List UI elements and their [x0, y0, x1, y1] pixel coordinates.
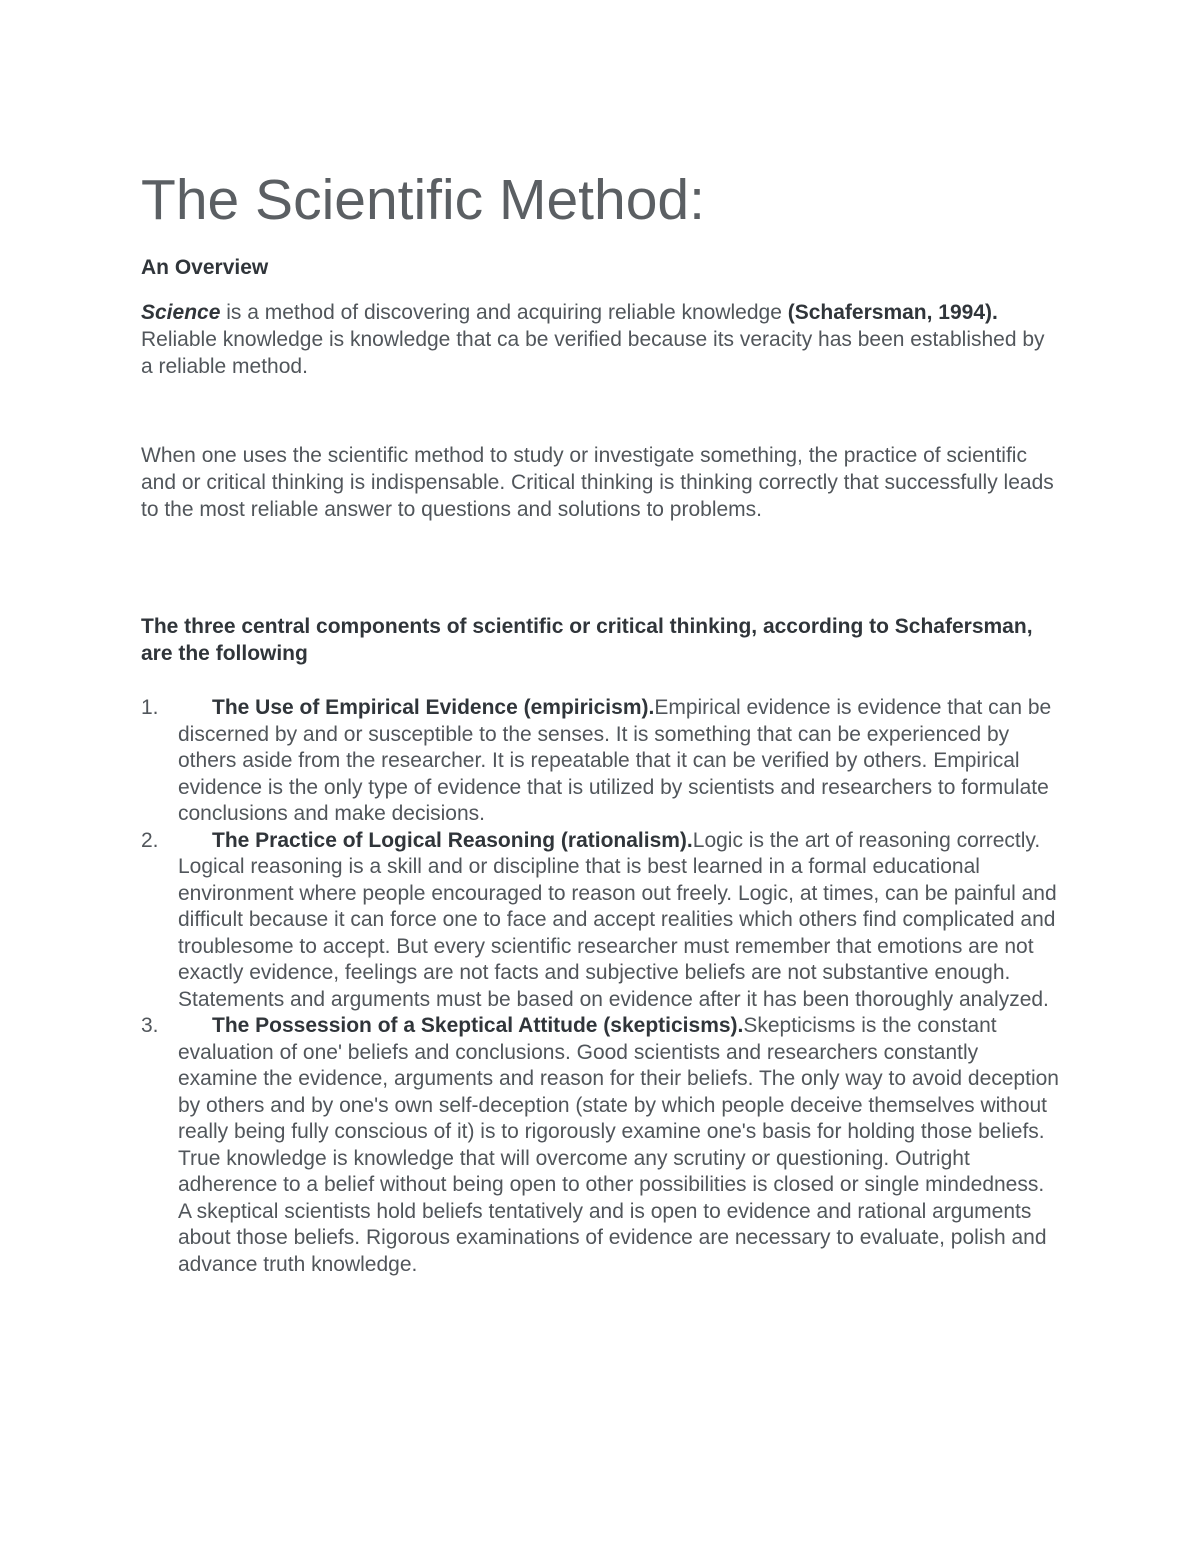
document-title: The Scientific Method: — [141, 168, 705, 232]
list-item-title: The Possession of a Skeptical Attitude (skepticisms). — [212, 1014, 744, 1037]
document-subtitle: An Overview — [141, 256, 269, 279]
intro-text-2: Reliable knowledge is knowledge that ca be verified because its veracity has been established by a reliable method. — [141, 328, 1045, 378]
components-heading: The three central components of scientific or critical thinking, according to Schafersman, are the following — [141, 615, 1033, 665]
intro-citation: (Schafersman, 1994). — [787, 301, 998, 324]
intro-term: Science — [141, 301, 221, 324]
critical-thinking-paragraph: When one uses the scientific method to study or investigate something, the practice of scientific and or critical thinking is indispensable. Critical thinking is thinking correctly that successfully leads to the most reliable answer to questions and solutions to problems. — [141, 444, 1054, 521]
list-item — [141, 828, 1061, 1014]
list-item-title: The Practice of Logical Reasoning (rationalism). — [212, 828, 693, 852]
list-item-text: Empirical evidence is evidence that can be discerned by and or susceptible to the senses. It is something that can be experienced by others aside from the researcher. It is repeatable that it can be verified by others. Empirical evidence is the only type of evidence that is utilized by scientists and researchers to formulate conclusions and make decisions. — [178, 696, 1052, 825]
intro-text-1: is a method of discovering and acquiring reliable knowledge — [220, 301, 788, 324]
list-item — [141, 1013, 1061, 1278]
list-item-title: The Use of Empirical Evidence (empiricism). — [212, 696, 655, 719]
list-item-number: 2. — [141, 828, 159, 852]
intro-paragraph — [141, 299, 1056, 380]
list-item — [141, 695, 1061, 828]
list-item-text: Skepticisms is the constant evaluation of one' beliefs and conclusions. Good scientists and researchers constantly examine the evidence, arguments and reason for their beliefs. The only way to avoid deception by others and by one's own self-deception (state by which people deceive themselves without really being fully conscious of it) is to rigorously examine one's basis for holding those beliefs. True knowledge is knowledge that will overcome any scrutiny or questioning. Outright adherence to a belief without being open to other possibilities is closed or single mindedness. A skeptical scientists hold beliefs tentatively and is open to evidence and rational arguments about those beliefs. Rigorous examinations of evidence are necessary to evaluate, polish and advance truth knowledge. — [178, 1014, 1059, 1276]
list-item-number: 3. — [141, 1014, 159, 1037]
list-item-text: Logic is the art of reasoning correctly. Logical reasoning is a skill and or discipline that is best learned in a formal educational environment where people encouraged to reason out freely. Logic, at times, can be painful and difficult because it can force one to face and accept realities which others find complicated and troublesome to accept. But every scientific researcher must remember that emotions are not exactly evidence, feelings are not facts and subjective beliefs are not substantive enough. Statements and arguments must be based on evidence after it has been thoroughly analyzed. — [178, 828, 1057, 1011]
list-item-number: 1. — [141, 696, 159, 719]
components-list — [141, 695, 1061, 1278]
